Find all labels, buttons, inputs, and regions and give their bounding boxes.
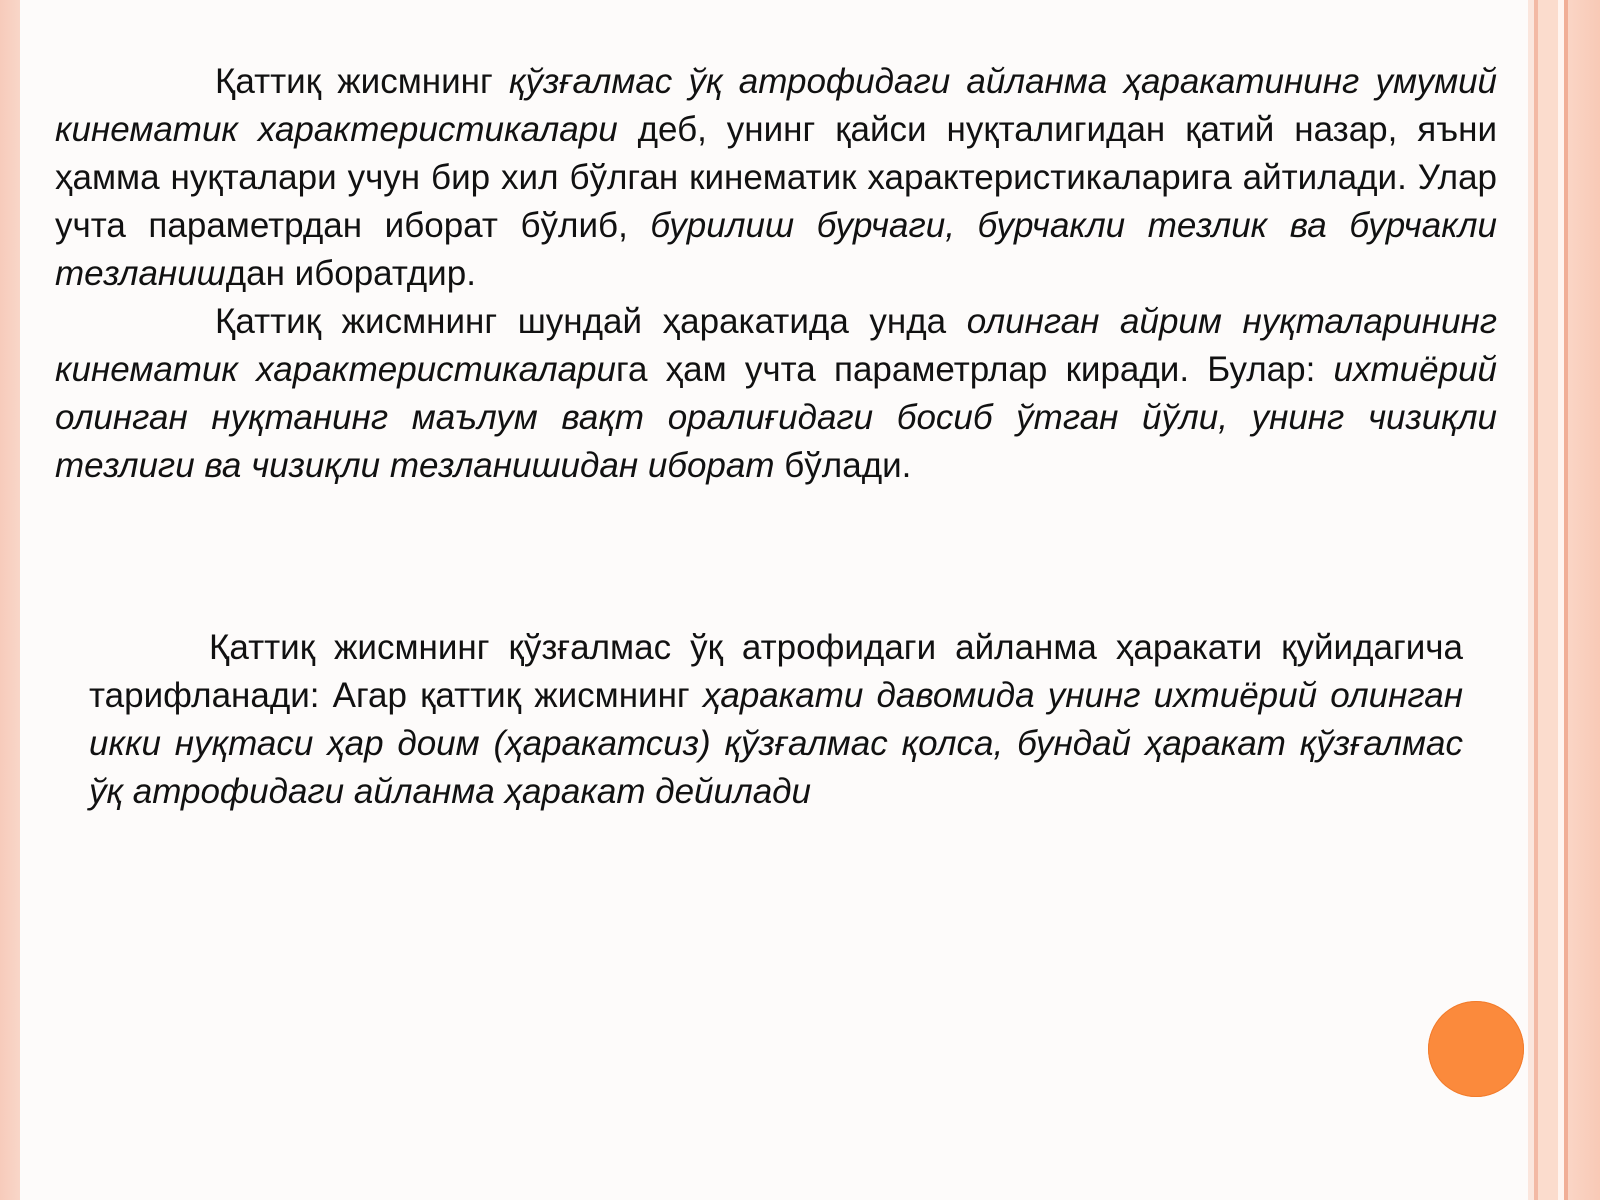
p3-run-1-italic: ҳаракати давомида унинг ихтиёрий олинган икки нуқтаси ҳар доим (ҳаракатсиз) қўзғалмас қолса, бундай ҳаракат қўзғалмас ўқ атрофидаги айланма ҳаракат дейилади <box>89 676 1463 811</box>
right-stripe-6 <box>1568 0 1600 1200</box>
right-border-stripes <box>1528 0 1600 1200</box>
paragraph-angular-kinematics <box>55 58 1497 298</box>
p1-run-2: деб, унинг қайси нуқталигидан қатий назар, яъни ҳамма нуқталари учун бир хил бўлган кинематик характеристикаларига айтилади. Улар учта параметрдан иборат бўлиб, <box>55 110 1497 245</box>
p2-run-4: бўлади. <box>774 446 912 485</box>
p1-run-3-italic: бурилиш бурчаги, бурчакли тезлик ва бурчакли тезланиш <box>55 206 1497 293</box>
paragraph-point-kinematics <box>55 298 1497 490</box>
paragraph-rotation-definition <box>89 624 1463 816</box>
p1-run-0: Қаттиқ жисмнинг <box>215 62 509 101</box>
p2-run-2: га ҳам учта параметрлар киради. Булар: <box>615 350 1334 389</box>
p3-run-0: Қаттиқ жисмнинг қўзғалмас ўқ атрофидаги айланма ҳаракати қуйидагича тарифланади: Агар қаттиқ жисмнинг <box>89 628 1463 715</box>
p1-run-4: дан иборатдир. <box>225 254 476 293</box>
orange-circle-decoration <box>1428 1001 1524 1097</box>
p2-run-1-italic: олинган айрим нуқталарининг кинематик характеристикалари <box>55 302 1497 389</box>
left-border-stripe <box>0 0 20 1200</box>
p2-run-0: Қаттиқ жисмнинг шундай ҳаракатида унда <box>215 302 967 341</box>
right-stripe-3 <box>1538 0 1558 1200</box>
p2-run-3-italic: ихтиёрий олинган нуқтанинг маълум вақт оралиғидаги босиб ўтган йўли, унинг чизиқли тезлиги ва чизиқли тезланишидан иборат <box>55 350 1497 485</box>
p1-run-1-italic: қўзғалмас ўқ атрофидаги айланма ҳаракатининг умумий кинематик характеристикалари <box>55 62 1497 149</box>
